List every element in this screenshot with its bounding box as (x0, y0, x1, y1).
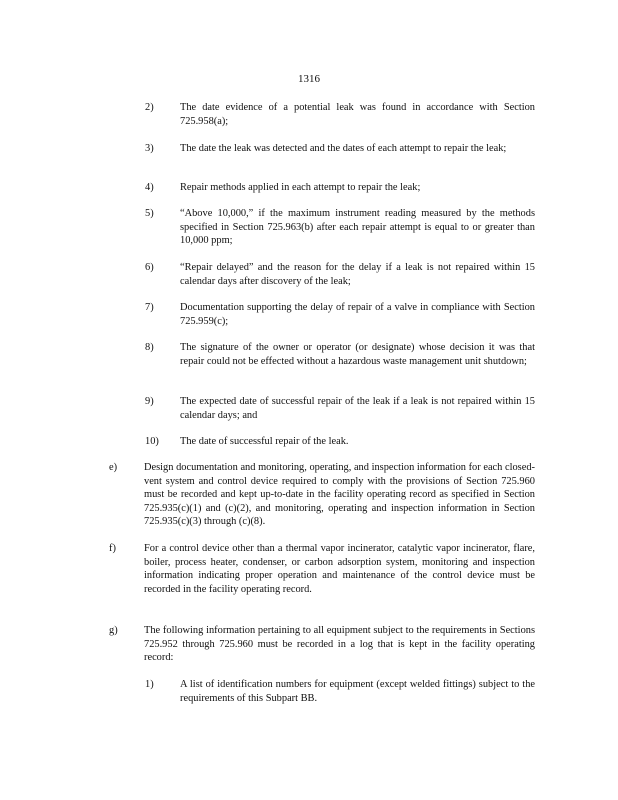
item-text: The date evidence of a potential leak was found in accordance with Section 725.958(a); (180, 102, 535, 127)
section-letter: f) (109, 543, 116, 554)
list-item-5 (145, 207, 535, 248)
list-item-9 (145, 395, 535, 422)
list-item-g1 (145, 678, 535, 705)
item-text: The date of successful repair of the leak. (180, 436, 349, 447)
item-number: 8) (145, 342, 154, 353)
item-number: 6) (145, 262, 154, 273)
item-text: The expected date of successful repair of the leak if a leak is not repaired within 15 calendar days; and (180, 396, 535, 421)
section-letter: g) (109, 625, 118, 636)
list-item-10 (145, 435, 535, 449)
section-text: For a control device other than a thermal vapor incinerator, catalytic vapor incinerator, flare, boiler, process heater, condenser, or carbon adsorption system, monitoring and inspection information indicating proper operation and maintenance of the control device must be recorded in the facility operating record. (144, 543, 535, 595)
item-number: 7) (145, 302, 154, 313)
list-item-3 (145, 142, 535, 156)
item-number: 1) (145, 679, 154, 690)
list-item-8 (145, 341, 535, 368)
item-text: “Repair delayed” and the reason for the delay if a leak is not repaired within 15 calendar days after discovery of the leak; (180, 262, 535, 287)
page-number: 1316 (298, 73, 320, 85)
item-text: The date the leak was detected and the dates of each attempt to repair the leak; (180, 143, 507, 154)
section-letter: e) (109, 462, 118, 473)
item-text: Repair methods applied in each attempt to repair the leak; (180, 182, 421, 193)
list-item-7 (145, 301, 535, 328)
item-number: 4) (145, 182, 154, 193)
item-number: 5) (145, 208, 154, 219)
section-text: The following information pertaining to all equipment subject to the requirements in Sections 725.952 through 725.960 must be recorded in a log that is kept in the facility operating record: (144, 625, 535, 664)
list-item-4 (145, 181, 535, 195)
item-number: 9) (145, 396, 154, 407)
section-text: Design documentation and monitoring, operating, and inspection information for each closed-vent system and control device required to comply with the provisions of Section 725.960 must be recorded and kept up-to-date in the facility operating record as specified in Section 725.935(c)(1) and (c)(2), and monitoring, operating and inspection information in Section 725.935(c)(3) through (c)(8). (144, 462, 535, 528)
item-number: 2) (145, 102, 154, 113)
item-text: Documentation supporting the delay of repair of a valve in compliance with Section 725.959(c); (180, 302, 535, 327)
list-item-2 (145, 101, 535, 128)
list-item-6 (145, 261, 535, 288)
item-number: 3) (145, 143, 154, 154)
item-text: A list of identification numbers for equipment (except welded fittings) subject to the requirements of this Subpart BB. (180, 679, 535, 704)
section-e (109, 461, 535, 529)
section-f (109, 542, 535, 596)
item-number: 10) (145, 436, 159, 447)
item-text: The signature of the owner or operator (or designate) whose decision it was that repair could not be effected without a hazardous waste management unit shutdown; (180, 342, 535, 367)
item-text: “Above 10,000,” if the maximum instrument reading measured by the methods specified in Section 725.963(b) after each repair attempt is equal to or greater than 10,000 ppm; (180, 208, 535, 247)
section-g (109, 624, 535, 665)
